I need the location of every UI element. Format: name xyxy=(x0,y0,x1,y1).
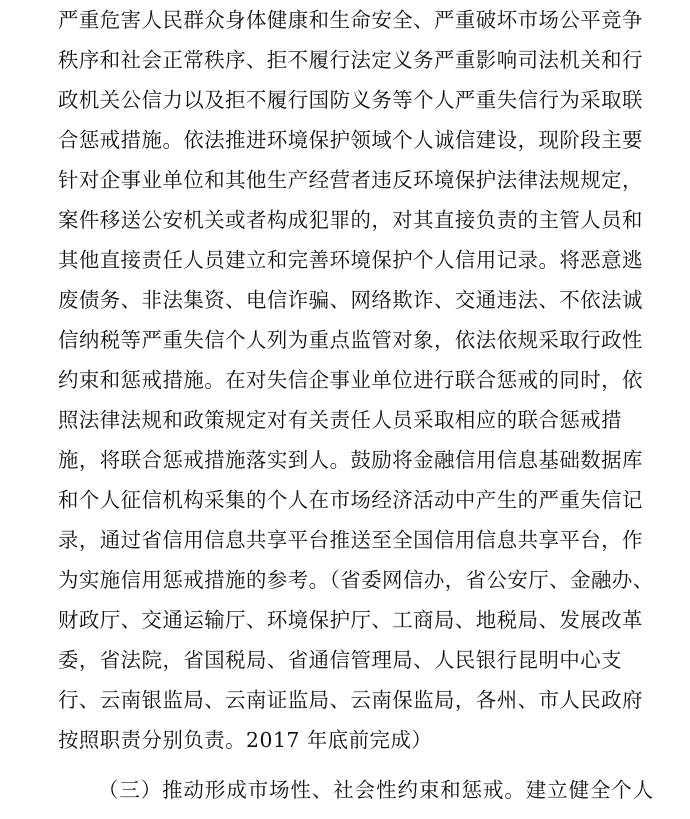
paragraph-line-2: 秩序和社会正常秩序、拒不履行法定义务严重影响司法机关和行 xyxy=(58,48,643,72)
paragraph-line-3: 政机关公信力以及拒不履行国防义务等个人严重失信行为采取联 xyxy=(58,88,643,112)
paragraph-line-10: 约束和惩戒措施。在对失信企事业单位进行联合惩戒的同时，依 xyxy=(58,368,643,392)
paragraph-line-17: 委，省法院，省国税局、省通信管理局、人民银行昆明中心支 xyxy=(58,648,623,672)
paragraph-line-5: 针对企事业单位和其他生产经营者违反环境保护法律法规规定， xyxy=(58,168,643,192)
paragraph-line-18: 行、云南银监局、云南证监局、云南保监局，各州、市人民政府 xyxy=(58,688,643,712)
paragraph-line-15: 为实施信用惩戒措施的参考。（省委网信办，省公安厅、金融办、 xyxy=(58,568,654,592)
paragraph-line-14: 录，通过省信用信息共享平台推送至全国信用信息共享平台，作 xyxy=(58,528,643,552)
paragraph-line-12: 施，将联合惩戒措施落实到人。鼓励将金融信用信息基础数据库 xyxy=(58,448,643,472)
paragraph-line-8: 废债务、非法集资、电信诈骗、网络欺诈、交通违法、不依法诚 xyxy=(58,288,643,312)
section-heading-line: （三）推动形成市场性、社会性约束和惩戒。建立健全个人 xyxy=(98,778,655,802)
paragraph-line-11: 照法律法规和政策规定对有关责任人员采取相应的联合惩戒措 xyxy=(58,408,623,432)
paragraph-line-4: 合惩戒措施。依法推进环境保护领域个人诚信建设，现阶段主要 xyxy=(58,128,643,152)
paragraph-line-1: 严重危害人民群众身体健康和生命安全、严重破坏市场公平竞争 xyxy=(58,8,643,32)
paragraph-line-9: 信纳税等严重失信个人列为重点监管对象，依法依规采取行政性 xyxy=(58,328,643,352)
paragraph-line-19: 按照职责分别负责。2017 年底前完成） xyxy=(58,728,433,752)
paragraph-line-6: 案件移送公安机关或者构成犯罪的，对其直接负责的主管人员和 xyxy=(58,208,643,232)
paragraph-line-16: 财政厅、交通运输厅、环境保护厅、工商局、地税局、发展改革 xyxy=(58,608,643,632)
paragraph-line-13: 和个人征信机构采集的个人在市场经济活动中产生的严重失信记 xyxy=(58,488,643,512)
paragraph-line-7: 其他直接责任人员建立和完善环境保护个人信用记录。将恶意逃 xyxy=(58,248,643,272)
